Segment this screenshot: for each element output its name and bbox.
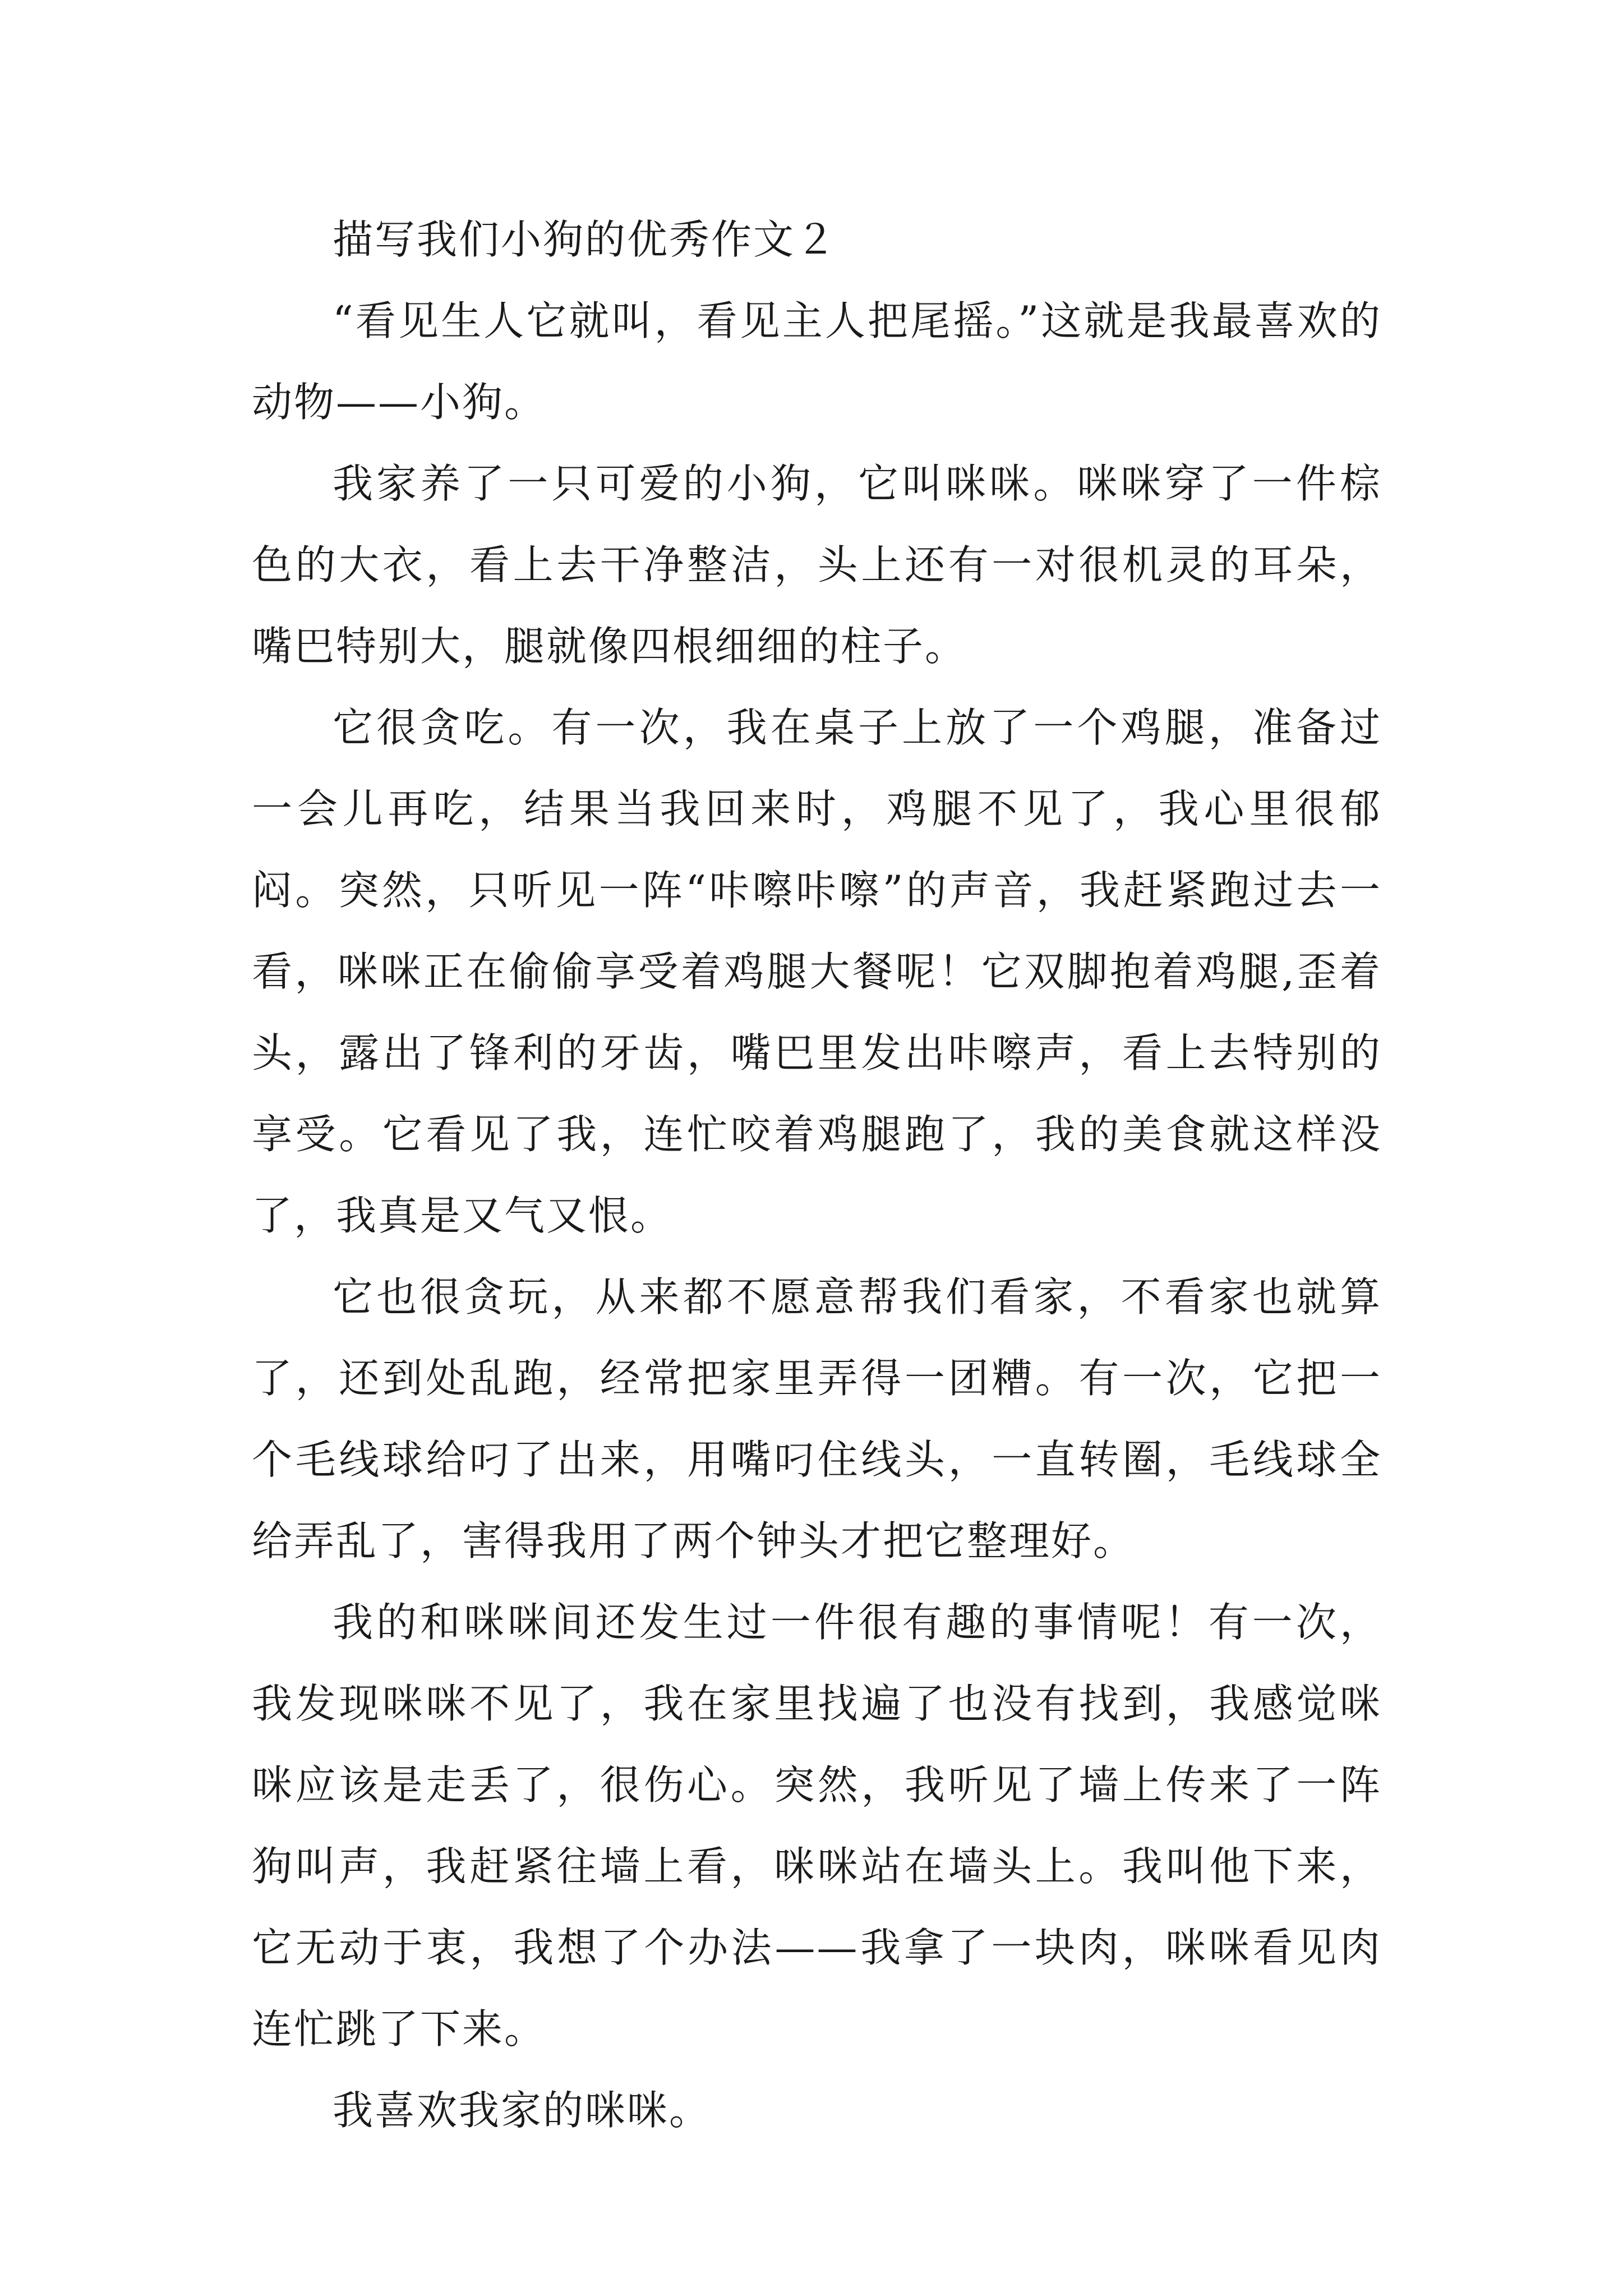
paragraph-intro: “看见生人它就叫，看见主人把尾摇。”这就是我最喜欢的动物——小狗。 (252, 297, 1382, 426)
document-title: 描写我们小狗的优秀作文２ (333, 216, 838, 263)
paragraph-interesting-story: 我的和咪咪间还发生过一件很有趣的事情呢！有一次，我发现咪咪不见了，我在家里找遍了也没有找到，我感觉咪咪应该是走丢了，很伤心。突然，我听见了墙上传来了一阵狗叫声，我赶紧往墙上看，咪咪站在墙头上。我叫他下来，它无动于衷，我想了个办法——我拿了一块肉，咪咪看见肉连忙跳了下来。 (252, 1599, 1382, 2053)
paragraph-playful: 它也很贪玩，从来都不愿意帮我们看家，不看家也就算了，还到处乱跑，经常把家里弄得一团糟。有一次，它把一个毛线球给叼了出来，用嘴叼住线头，一直转圈，毛线球全给弄乱了，害得我用了两个钟头才把它整理好。 (252, 1273, 1382, 1565)
document-body (252, 199, 1382, 2151)
paragraph-appearance: 我家养了一只可爱的小狗，它叫咪咪。咪咪穿了一件棕色的大衣，看上去干净整洁，头上还有一对很机灵的耳朵，嘴巴特别大，腿就像四根细细的柱子。 (252, 460, 1382, 670)
paragraph-conclusion: 我喜欢我家的咪咪。 (333, 2087, 712, 2134)
paragraph-greedy: 它很贪吃。有一次，我在桌子上放了一个鸡腿，准备过一会儿再吃，结果当我回来时，鸡腿不见了，我心里很郁闷。突然，只听见一阵“咔嚓咔嚓”的声音，我赶紧跑过去一看，咪咪正在偷偷享受着鸡腿大餐呢！它双脚抱着鸡腿,歪着头，露出了锋利的牙齿，嘴巴里发出咔嚓声，看上去特别的享受。它看见了我，连忙咬着鸡腿跑了，我的美食就这样没了，我真是又气又恨。 (252, 704, 1382, 1239)
